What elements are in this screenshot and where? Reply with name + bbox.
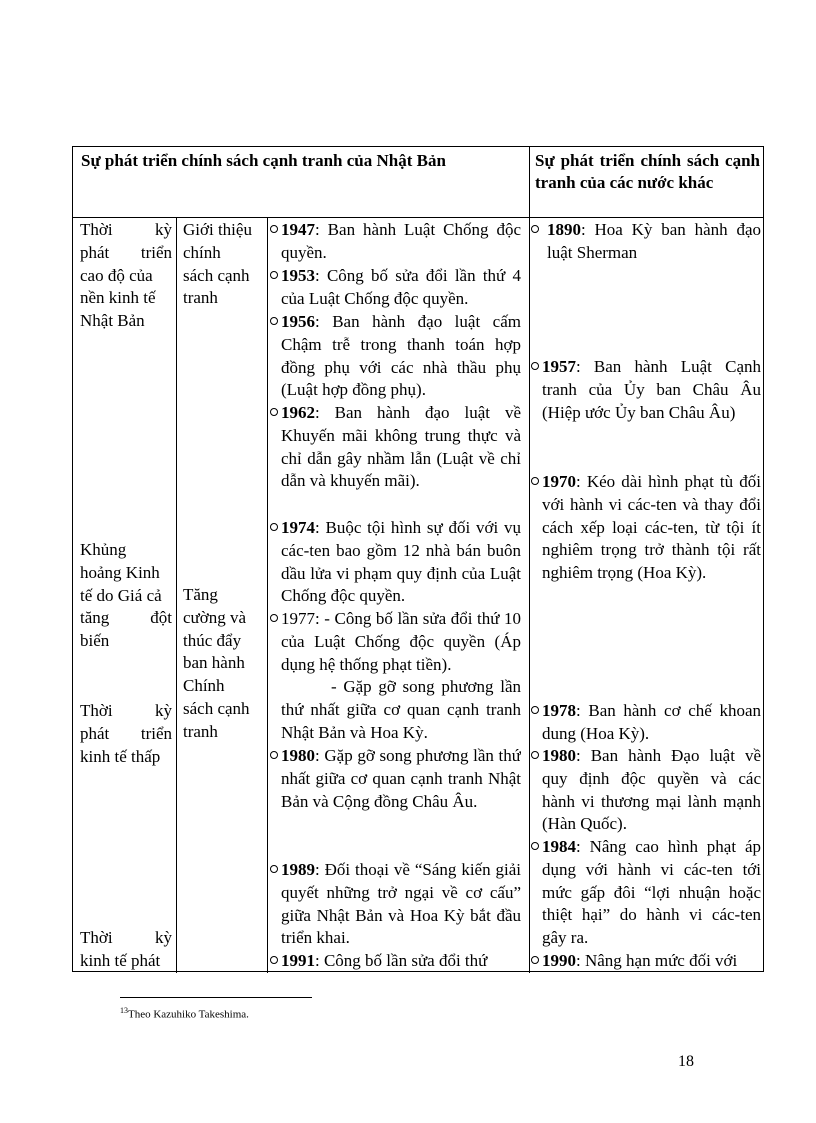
bullet-icon: [270, 614, 278, 622]
stage-economic-growth: Thời kỳ kinh tế phát: [80, 928, 172, 970]
bullet-icon: [270, 225, 278, 233]
bullet-icon: [531, 362, 539, 370]
bullet-icon: [531, 225, 539, 233]
footnote-separator: [120, 997, 312, 998]
bullet-icon: [270, 523, 278, 531]
other-entry: 1980: Ban hành Đạo luật về quy định độc quyền và các hành vi thương mại lành mạnh (Hàn Quốc).: [531, 745, 761, 836]
other-entry: 1957: Ban hành Luật Cạnh tranh của Ủy ban Châu Âu (Hiệp ước Ủy ban Châu Âu): [531, 356, 761, 424]
stage-high-growth: Thời kỳ phát triển cao độ của nền kinh tế Nhật Bản: [80, 220, 172, 331]
japan-entry: 1953: Công bố sửa đổi lần thứ 4 của Luật Chống độc quyền.: [270, 265, 521, 311]
japan-entry: 1991: Công bố lần sửa đổi thứ: [270, 950, 521, 971]
header-other-countries: Sự phát triển chính sách cạnh tranh của các nước khác: [535, 151, 760, 192]
japan-timeline: [270, 219, 521, 971]
bullet-icon: [531, 956, 539, 964]
bullet-icon: [531, 842, 539, 850]
header-divider: [73, 217, 763, 218]
other-entry: 1970: Kéo dài hình phạt tù đối với hành vi các-ten và thay đổi cách xếp loại các-ten, từ tội ít nghiêm trọng trở thành tội rất nghiêm trọng (Hoa Kỳ).: [531, 471, 761, 585]
column-divider: [176, 218, 177, 973]
other-countries-timeline: [531, 219, 761, 971]
other-entry: 1978: Ban hành cơ chế khoan dung (Hoa Kỳ).: [531, 700, 761, 746]
bullet-icon: [531, 477, 539, 485]
measure-introduction: Giới thiệu chính sách cạnh tranh: [183, 220, 252, 308]
bullet-icon: [531, 751, 539, 759]
other-entry: 1990: Nâng hạn mức đối với: [531, 950, 761, 971]
stage-low-growth: Thời kỳ phát triển kinh tế thấp: [80, 701, 172, 766]
column-divider: [267, 218, 268, 973]
competition-policy-table: [72, 146, 764, 972]
other-entry: 1890: Hoa Kỳ ban hành đạo luật Sherman: [531, 219, 761, 265]
stage-column: [80, 219, 172, 969]
stage-oil-crisis: Khủng hoảng Kinh tế do Giá cả tăng đột biến: [80, 540, 172, 651]
japan-entry: 1980: Gặp gỡ song phương lần thứ nhất giữa cơ quan cạnh tranh Nhật Bản và Cộng đồng Châu Âu.: [270, 745, 521, 813]
bullet-icon: [270, 317, 278, 325]
other-entry: 1984: Nâng cao hình phạt áp dụng với hành vi các-ten tới mức gấp đôi “lợi nhuận hoặc thiệt hại” do hành vi các-ten gây ra.: [531, 836, 761, 950]
header-japan: Sự phát triển chính sách cạnh tranh của Nhật Bản: [81, 151, 446, 170]
japan-entry: 1962: Ban hành đạo luật về Khuyến mãi không trung thực và chỉ dẫn gây nhầm lẫn (Luật về chỉ dẫn và khuyến mãi).: [270, 402, 521, 493]
footnote-mark: 13: [120, 1006, 128, 1015]
measure-strengthening: Tăng cường và thúc đẩy ban hành Chính sách cạnh tranh: [183, 585, 250, 741]
page-number: 18: [678, 1053, 694, 1070]
japan-entry: 1947: Ban hành Luật Chống độc quyền.: [270, 219, 521, 265]
bullet-icon: [270, 865, 278, 873]
bullet-icon: [270, 751, 278, 759]
japan-entry: 1974: Buộc tội hình sự đối với vụ các-ten bao gồm 12 nhà bán buôn dầu lửa vi phạm quy định của Luật Chống độc quyền.: [270, 517, 521, 608]
measure-column: [183, 219, 267, 969]
bullet-icon: [270, 956, 278, 964]
japan-entry: 1977: - Công bố lần sửa đổi thứ 10 của Luật Chống độc quyền (Áp dụng hệ thống phạt tiền). - Gặp gỡ song phương lần thứ nhất giữa cơ quan cạnh tranh Nhật Bản và Hoa Kỳ.: [270, 608, 521, 745]
bullet-icon: [270, 271, 278, 279]
footnote: [120, 1006, 249, 1021]
column-divider: [529, 147, 530, 973]
bullet-icon: [270, 408, 278, 416]
japan-entry: 1956: Ban hành đạo luật cấm Chậm trễ trong thanh toán hợp đồng phụ với các nhà thầu phụ (Luật hợp đồng phụ).: [270, 311, 521, 402]
bullet-icon: [531, 706, 539, 714]
japan-entry: 1989: Đối thoại về “Sáng kiến giải quyết những trở ngại về cơ cấu” giữa Nhật Bản và Hoa Kỳ bắt đầu triển khai.: [270, 859, 521, 950]
footnote-text: Theo Kazuhiko Takeshima.: [128, 1008, 249, 1021]
